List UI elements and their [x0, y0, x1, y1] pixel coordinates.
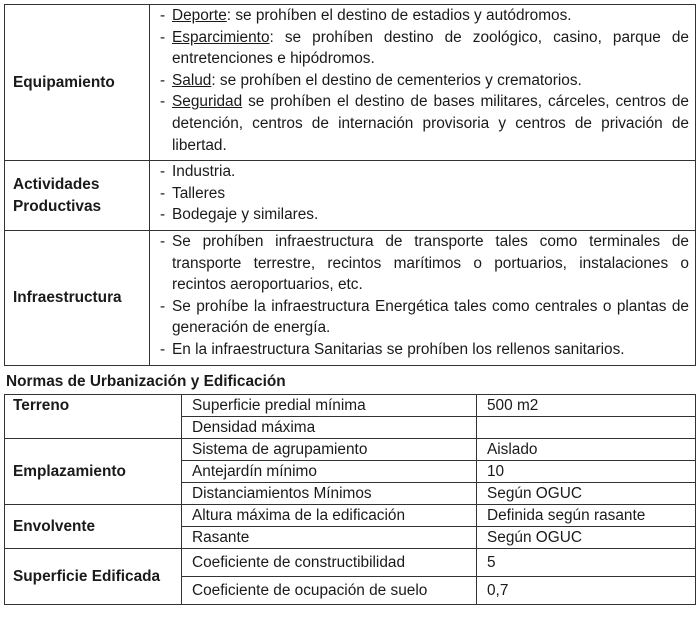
param-cell: Antejardín mínimo — [182, 461, 477, 483]
category-actividades-productivas: Actividades Productivas — [5, 161, 150, 231]
list-item: - Salud: se prohíben el destino de cementerios y crematorios. — [160, 71, 582, 89]
param-cell: Coeficiente de constructibilidad — [182, 549, 477, 577]
list-item: - Bodegaje y similares. — [160, 206, 319, 224]
table-row — [5, 549, 696, 577]
param-cell: Superficie predial mínima — [182, 395, 477, 417]
param-cell: Densidad máxima — [182, 417, 477, 439]
list-item: - Se prohíben infraestructura de transporte tales como terminales de transporte terrestre, recintos marítimos o portuarios, instalaciones o recintos aeroportuarios, etc. — [160, 232, 689, 294]
value-cell: 500 m2 — [477, 395, 696, 417]
list-item: - Esparcimiento: se prohíben destino de zoológico, casino, parque de entretenciones e hipódromos. — [160, 28, 689, 68]
usos-row-equipamiento — [5, 5, 696, 161]
param-cell: Coeficiente de ocupación de suelo — [182, 577, 477, 605]
value-cell: Según OGUC — [477, 483, 696, 505]
usos-row-infraestructura — [5, 230, 696, 365]
table-row — [5, 439, 696, 461]
term-seguridad: Seguridad — [172, 93, 243, 111]
group-emplazamiento: Emplazamiento — [5, 439, 182, 505]
term-salud: Salud — [172, 71, 212, 89]
term-esparcimiento: Esparcimiento — [172, 28, 270, 46]
list-item: - Se prohíbe la infraestructura Energética tales como centrales o plantas de generación de energía. — [160, 297, 689, 337]
infraestructura-content — [150, 230, 696, 365]
equipamiento-content — [150, 5, 696, 161]
param-cell: Rasante — [182, 527, 477, 549]
list-item: - Industria. — [160, 163, 236, 181]
category-infraestructura: Infraestructura — [5, 230, 150, 365]
value-cell: Definida según rasante — [477, 505, 696, 527]
term-deporte: Deporte — [172, 7, 227, 24]
value-cell: Según OGUC — [477, 527, 696, 549]
group-terreno: Terreno — [5, 395, 182, 439]
category-equipamiento: Equipamiento — [5, 5, 150, 161]
group-envolvente: Envolvente — [5, 505, 182, 549]
param-cell: Altura máxima de la edificación — [182, 505, 477, 527]
group-superficie-edificada: Superficie Edificada — [5, 549, 182, 605]
table-row — [5, 395, 696, 417]
param-cell: Sistema de agrupamiento — [182, 439, 477, 461]
section-title: Normas de Urbanización y Edificación — [6, 373, 286, 390]
usos-table — [4, 4, 696, 366]
param-cell: Distanciamientos Mínimos — [182, 483, 477, 505]
list-item: - En la infraestructura Sanitarias se prohíben los rellenos sanitarios. — [160, 340, 625, 358]
value-cell: 5 — [477, 549, 696, 577]
actividades-content — [150, 161, 696, 231]
value-cell: 10 — [477, 461, 696, 483]
normas-table — [4, 394, 696, 605]
value-cell — [477, 417, 696, 439]
list-item: - Deporte: se prohíben el destino de estadios y autódromos. — [160, 7, 572, 24]
value-cell: Aislado — [477, 439, 696, 461]
value-cell: 0,7 — [477, 577, 696, 605]
list-item: - Seguridad se prohíben el destino de bases militares, cárceles, centros de detención, centros de internación provisoria y centros de privación de libertad. — [160, 93, 689, 154]
list-item: - Talleres — [160, 184, 226, 202]
table-row — [5, 505, 696, 527]
usos-row-actividades — [5, 161, 696, 231]
